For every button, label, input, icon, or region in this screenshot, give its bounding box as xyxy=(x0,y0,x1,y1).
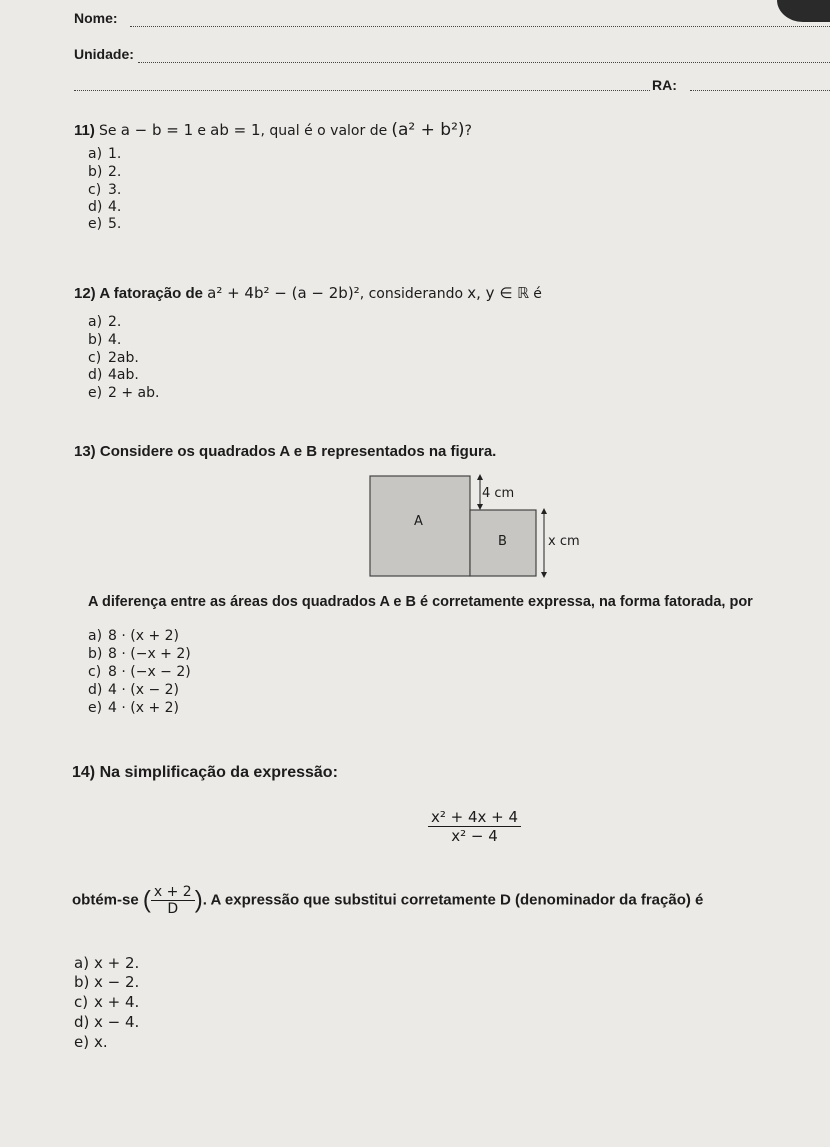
ra-label: RA: xyxy=(652,77,677,93)
option-letter: d) xyxy=(88,199,103,215)
option-text: 4ab. xyxy=(108,367,139,383)
option-text: x + 4. xyxy=(94,993,140,1011)
option-text: 2ab. xyxy=(108,350,139,366)
q11-text-1: Se xyxy=(99,123,117,139)
option-letter: e) xyxy=(88,385,103,401)
q11-cond-2: ab = 1 xyxy=(210,121,261,139)
option-text: 5. xyxy=(108,216,122,232)
squares-figure-svg xyxy=(368,470,588,580)
dimension-xcm: x cm xyxy=(548,534,580,549)
q12-option-b[interactable] xyxy=(88,332,121,348)
q12-option-a[interactable] xyxy=(88,314,121,330)
option-text: x + 2. xyxy=(94,954,140,972)
option-text: x − 2. xyxy=(94,973,140,991)
q14-text-2: obtém-se xyxy=(72,891,139,909)
fraction-denominator: x² − 4 xyxy=(451,827,498,845)
q12-option-d[interactable] xyxy=(88,367,139,383)
unidade-label: Unidade: xyxy=(74,46,134,62)
option-letter: b) xyxy=(74,973,90,991)
q13-option-a[interactable] xyxy=(88,628,179,644)
option-text: 3. xyxy=(108,182,122,198)
option-letter: c) xyxy=(88,182,102,198)
unidade-field-line2 xyxy=(74,90,650,91)
q13-stem xyxy=(74,443,496,460)
option-letter: c) xyxy=(88,664,102,680)
result-numerator: x + 2 xyxy=(151,884,195,901)
paren-close: ) xyxy=(194,886,203,914)
q14-stem-2 xyxy=(72,884,703,917)
q11-text-3: , qual é o valor de xyxy=(260,123,388,139)
dimension-4cm: 4 cm xyxy=(482,486,515,501)
option-text: 4. xyxy=(108,332,122,348)
q12-stem xyxy=(74,284,542,302)
q13-stem-2: A diferença entre as áreas dos quadrados A e B é corretamente expressa, na forma fatorada, por xyxy=(88,594,753,610)
option-text: 4 · (x + 2) xyxy=(108,700,180,716)
q12-option-e[interactable] xyxy=(88,385,159,401)
option-letter: b) xyxy=(88,646,103,662)
result-fraction xyxy=(151,884,195,917)
fraction-numerator: x² + 4x + 4 xyxy=(428,808,521,827)
option-letter: e) xyxy=(74,1033,90,1051)
option-text: x. xyxy=(94,1033,108,1051)
nome-label: Nome: xyxy=(74,10,118,26)
ra-field[interactable] xyxy=(690,90,830,91)
q13-text: Considere os quadrados A e B representados na figura. xyxy=(99,443,497,460)
option-text: 8 · (−x − 2) xyxy=(108,664,191,680)
option-text: 1. xyxy=(108,146,122,162)
q12-option-c[interactable] xyxy=(88,350,139,366)
q14-option-c[interactable] xyxy=(74,993,139,1011)
arrow-up-icon xyxy=(541,508,547,514)
label-a: A xyxy=(414,514,423,529)
q11-stem xyxy=(74,120,472,140)
q14-option-e[interactable] xyxy=(74,1033,108,1051)
q13-option-e[interactable] xyxy=(88,700,179,716)
q12-text-1: A fatoração de xyxy=(99,285,203,302)
option-letter: b) xyxy=(88,164,103,180)
q11-option-e[interactable] xyxy=(88,216,121,232)
q12-number: 12) xyxy=(74,285,96,302)
q12-expression: a² + 4b² − (a − 2b)² xyxy=(207,284,360,302)
q11-expression: (a² + b²) xyxy=(391,120,465,140)
q13-option-c[interactable] xyxy=(88,664,191,680)
q11-number: 11) xyxy=(74,122,95,139)
arrow-up-icon xyxy=(477,474,483,480)
option-letter: d) xyxy=(88,367,103,383)
corner-mark xyxy=(777,0,830,22)
option-text: 2 + ab. xyxy=(108,385,160,401)
q14-stem xyxy=(72,764,338,782)
unidade-field[interactable] xyxy=(138,62,830,63)
option-text: 4. xyxy=(108,199,122,215)
q14-text-3: . A expressão que substitui corretamente D (denominador da fração) é xyxy=(202,891,704,909)
q12-text-3: é xyxy=(533,286,542,302)
q12-text-2: , considerando xyxy=(359,286,464,302)
option-letter: e) xyxy=(88,700,103,716)
q14-option-b[interactable] xyxy=(74,973,139,991)
arrow-down-icon xyxy=(477,504,483,510)
q11-cond-1: a − b = 1 xyxy=(120,121,194,139)
option-letter: a) xyxy=(88,314,103,330)
arrow-down-icon xyxy=(541,572,547,578)
q13-number: 13) xyxy=(74,443,96,460)
q13-option-d[interactable] xyxy=(88,682,179,698)
option-text: x − 4. xyxy=(94,1013,140,1031)
option-letter: a) xyxy=(88,628,103,644)
q11-text-2: e xyxy=(197,123,206,139)
option-text: 8 · (−x + 2) xyxy=(108,646,191,662)
q11-option-c[interactable] xyxy=(88,182,121,198)
label-b: B xyxy=(498,534,507,549)
option-text: 8 · (x + 2) xyxy=(108,628,180,644)
option-letter: a) xyxy=(88,146,103,162)
q14-number: 14) xyxy=(72,764,96,781)
option-letter: a) xyxy=(74,954,90,972)
nome-field[interactable] xyxy=(130,26,830,27)
fraction xyxy=(428,808,521,845)
squares-figure xyxy=(368,470,588,580)
option-text: 2. xyxy=(108,164,122,180)
option-letter: c) xyxy=(88,350,102,366)
q14-text: Na simplificação da expressão: xyxy=(99,764,338,781)
q11-option-a[interactable] xyxy=(88,146,121,162)
q12-condition: x, y ∈ ℝ xyxy=(467,284,530,302)
option-letter: d) xyxy=(74,1013,90,1031)
paren-open: ( xyxy=(142,886,151,914)
q14-expression xyxy=(428,808,521,845)
q14-option-a[interactable] xyxy=(74,954,139,972)
option-letter: c) xyxy=(74,993,89,1011)
q11-option-d[interactable] xyxy=(88,199,121,215)
option-text: 4 · (x − 2) xyxy=(108,682,180,698)
q13-option-b[interactable] xyxy=(88,646,191,662)
q11-text-4: ? xyxy=(464,123,472,139)
option-text: 2. xyxy=(108,314,122,330)
option-letter: d) xyxy=(88,682,103,698)
result-denominator: D xyxy=(167,901,179,917)
q11-option-b[interactable] xyxy=(88,164,121,180)
option-letter: b) xyxy=(88,332,103,348)
q14-option-d[interactable] xyxy=(74,1013,139,1031)
option-letter: e) xyxy=(88,216,103,232)
